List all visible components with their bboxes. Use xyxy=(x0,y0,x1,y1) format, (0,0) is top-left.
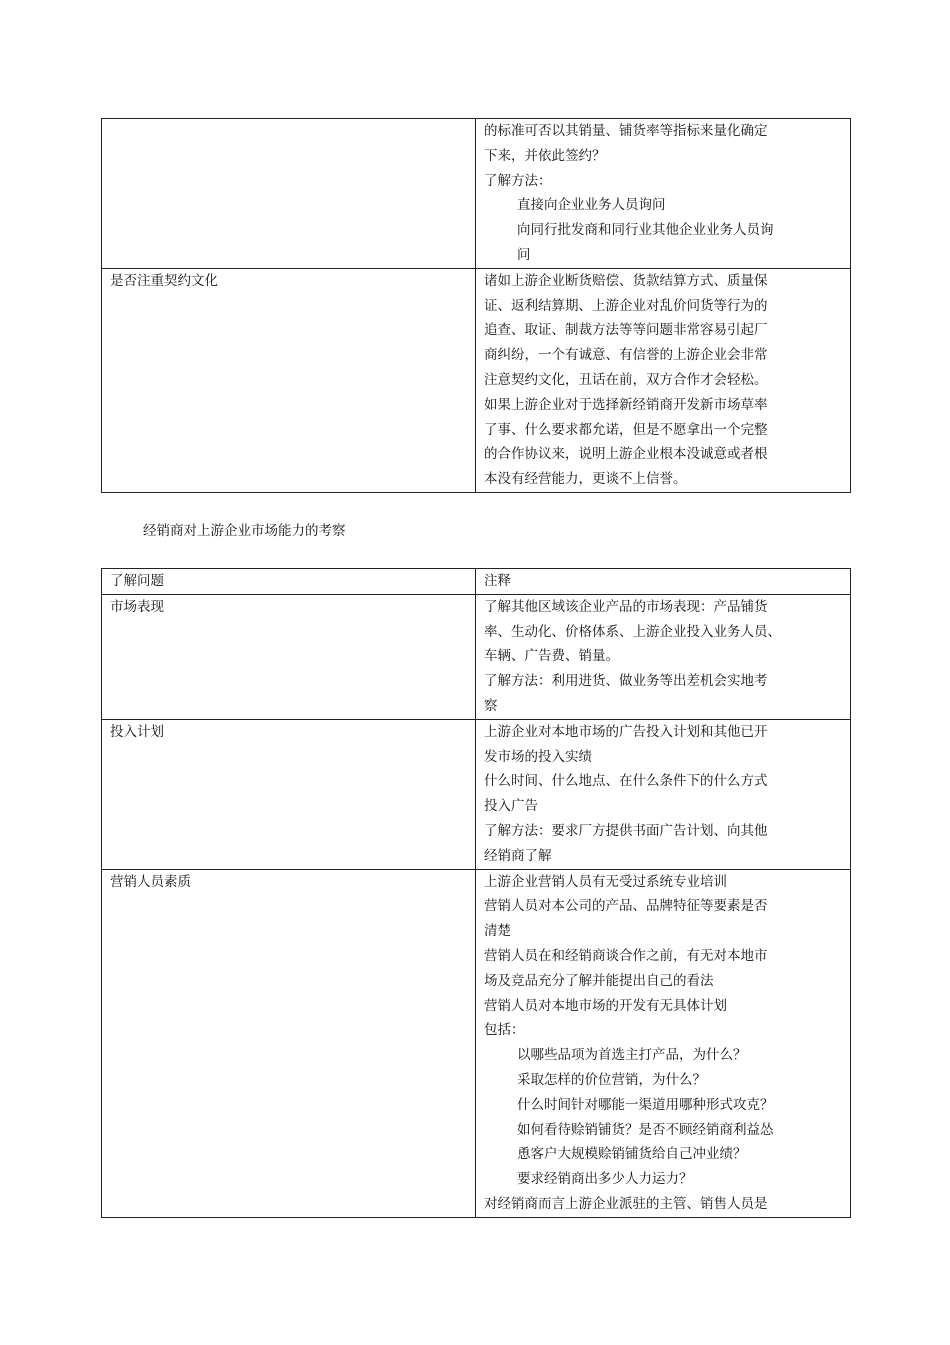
contract-table xyxy=(101,118,851,493)
sub-item: 要求经销商出多少人力运力？ xyxy=(517,1171,693,1188)
note-line: 营销人员对本公司的产品、品牌特征等要素是否 xyxy=(484,898,768,915)
note-line: 上游企业对本地市场的广告投入计划和其他已开 xyxy=(484,723,768,740)
notes-cell xyxy=(476,719,851,869)
question-text: 投入计划 xyxy=(110,723,164,740)
note-line: 营销人员对本地市场的开发有无具体计划 xyxy=(484,997,727,1014)
note-line: 如果上游企业对于选择新经销商开发新市场草率 xyxy=(484,396,768,413)
note-line: 对经销商而言上游企业派驻的主管、销售人员是 xyxy=(484,1195,768,1212)
note-line: 本没有经营能力，更谈不上信誉。 xyxy=(484,471,687,488)
question-cell xyxy=(102,268,476,492)
market-ability-table xyxy=(101,568,851,1218)
table-row xyxy=(102,268,851,492)
header-cell-notes: 注释 xyxy=(476,569,851,595)
table-header-row xyxy=(102,569,851,595)
note-line: 下来，并依此签约？ xyxy=(484,147,606,164)
note-line: 车辆、广告费、销量。 xyxy=(484,648,619,665)
note-line: 营销人员在和经销商谈合作之前，有无对本地市 xyxy=(484,947,768,964)
note-line: 的合作协议来，说明上游企业根本没诚意或者根 xyxy=(484,446,768,463)
notes-cell xyxy=(476,869,851,1217)
note-line: 商纠纷，一个有诚意、有信誉的上游企业会非常 xyxy=(484,347,768,364)
note-line: 追查、取证、制裁方法等等问题非常容易引起厂 xyxy=(484,322,768,339)
note-line: 了解方法：利用进货、做业务等出差机会实地考 xyxy=(484,673,768,690)
note-line: 投入广告 xyxy=(484,798,538,815)
note-line: 察 xyxy=(484,697,498,714)
sub-item: 什么时间针对哪能一渠道用哪种形式攻克？ xyxy=(517,1096,774,1113)
note-line: 诸如上游企业断货赔偿、货款结算方式、质量保 xyxy=(484,272,768,289)
note-line: 包括： xyxy=(484,1022,525,1039)
method-item: 向同行批发商和同行业其他企业业务人员询 xyxy=(517,222,774,239)
notes-cell xyxy=(476,268,851,492)
table-row xyxy=(102,119,851,269)
notes-cell xyxy=(476,119,851,269)
note-line: 上游企业营销人员有无受过系统专业培训 xyxy=(484,873,727,890)
section-caption: 经销商对上游企业市场能力的考察 xyxy=(143,523,346,539)
sub-item: 以哪些品项为首选主打产品，为什么？ xyxy=(517,1047,747,1064)
note-line: 率、生动化、价格体系、上游企业投入业务人员、 xyxy=(484,623,781,640)
question-text: 市场表现 xyxy=(110,598,164,615)
note-line: 了事、什么要求都允诺，但是不愿拿出一个完整 xyxy=(484,421,768,438)
question-cell xyxy=(102,719,476,869)
note-line: 注意契约文化，丑话在前，双方合作才会轻松。 xyxy=(484,371,768,388)
method-label: 了解方法： xyxy=(484,172,552,189)
question-cell xyxy=(102,594,476,719)
sub-item: 如何看待赊销铺货？是否不顾经销商利益怂 xyxy=(517,1121,774,1138)
table-row xyxy=(102,869,851,1217)
method-item: 直接向企业业务人员询问 xyxy=(517,197,666,214)
notes-cell xyxy=(476,594,851,719)
question-text: 营销人员素质 xyxy=(110,873,191,890)
note-line: 场及竞品充分了解并能提出自己的看法 xyxy=(484,972,714,989)
note-line: 什么时间、什么地点、在什么条件下的什么方式 xyxy=(484,773,768,790)
question-cell xyxy=(102,869,476,1217)
question-cell xyxy=(102,119,476,269)
method-item: 问 xyxy=(517,246,531,263)
note-line: 清楚 xyxy=(484,923,511,940)
note-line: 证、返利结算期、上游企业对乱价问货等行为的 xyxy=(484,297,768,314)
note-line: 发市场的投入实绩 xyxy=(484,748,592,765)
sub-item: 恿客户大规模赊销铺货给自己冲业绩？ xyxy=(517,1146,747,1163)
table-row xyxy=(102,594,851,719)
note-line: 的标准可否以其销量、铺货率等指标来量化确定 xyxy=(484,123,768,139)
table-row xyxy=(102,719,851,869)
note-line: 经销商了解 xyxy=(484,847,552,864)
note-line: 了解其他区域该企业产品的市场表现：产品铺货 xyxy=(484,598,768,615)
note-line: 了解方法：要求厂方提供书面广告计划、向其他 xyxy=(484,822,768,839)
question-text: 是否注重契约文化 xyxy=(110,272,218,289)
sub-item: 采取怎样的价位营销，为什么？ xyxy=(517,1071,706,1088)
header-cell-question: 了解问题 xyxy=(102,569,476,595)
